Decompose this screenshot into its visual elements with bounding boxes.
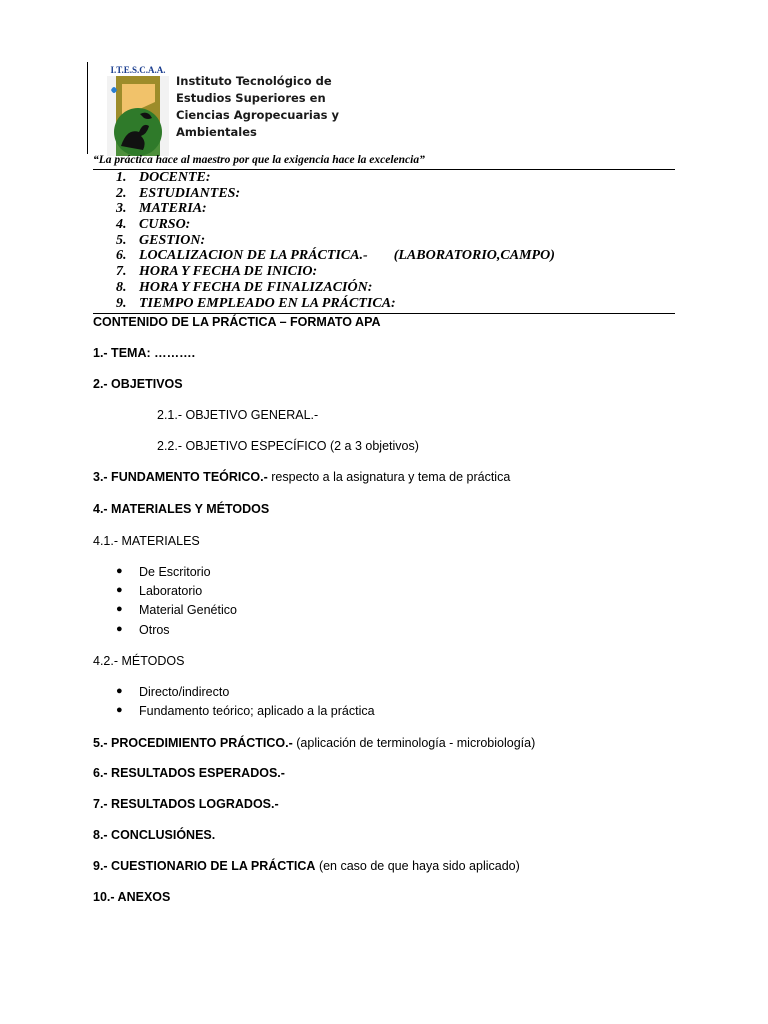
- svg-text:I.T.E.S.C.A.A.: I.T.E.S.C.A.A.: [110, 65, 166, 75]
- field-tiempo: 9. TIEMPO EMPLEADO EN LA PRÁCTICA:: [116, 295, 396, 311]
- subsection-materiales: 4.1.- MATERIALES: [93, 534, 200, 548]
- section-materiales-metodos: 4.- MATERIALES Y MÉTODOS: [93, 502, 270, 516]
- list-item-laboratorio: Laboratorio: [139, 584, 203, 598]
- fields-divider: [93, 313, 675, 314]
- subsection-objetivo-especifico: 2.2.- OBJETIVO ESPECÍFICO (2 a 3 objetivos): [157, 439, 419, 453]
- field-docente: 1. DOCENTE:: [116, 170, 211, 185]
- section-cuestionario: 9.- CUESTIONARIO DE LA PRÁCTICA (en caso de que haya sido aplicado): [93, 859, 520, 873]
- institution-line-2: Estudios Superiores en: [176, 91, 326, 105]
- list-item-directo: Directo/indirecto: [139, 685, 230, 699]
- field-hora-inicio: 7. HORA Y FECHA DE INICIO:: [116, 264, 318, 280]
- field-localizacion: 6. LOCALIZACION DE LA PRÁCTICA.- (LABORATORIO,CAMPO): [116, 248, 555, 264]
- section-conclusiones: 8.- CONCLUSIÓNES.: [93, 828, 216, 842]
- subsection-objetivo-general: 2.1.- OBJETIVO GENERAL.-: [157, 408, 319, 422]
- bullet-icon: ●: [116, 565, 123, 577]
- section-fundamento: 3.- FUNDAMENTO TEÓRICO.- respecto a la asignatura y tema de práctica: [93, 470, 511, 484]
- list-item-fundamento-aplicado: Fundamento teórico; aplicado a la práctica: [139, 704, 375, 718]
- list-item-otros: Otros: [139, 623, 170, 637]
- bullet-icon: ●: [116, 685, 123, 697]
- field-materia: 3. MATERIA:: [116, 201, 207, 217]
- institution-line-4: Ambientales: [176, 125, 257, 139]
- section-tema: 1.- TEMA: ……….: [93, 346, 196, 360]
- field-curso: 4. CURSO:: [116, 217, 191, 233]
- field-estudiantes: 2. ESTUDIANTES:: [116, 185, 241, 201]
- list-item-escritorio: De Escritorio: [139, 565, 211, 579]
- motto: “La práctica hace al maestro por que la exigencia hace la excelencia”: [93, 154, 425, 166]
- section-objetivos: 2.- OBJETIVOS: [93, 377, 183, 391]
- content-heading: CONTENIDO DE LA PRÁCTICA – FORMATO APA: [93, 315, 381, 329]
- bullet-icon: ●: [116, 603, 123, 615]
- field-hora-fin: 8. HORA Y FECHA DE FINALIZACIÓN:: [116, 279, 373, 295]
- header-fields-list: [116, 170, 555, 311]
- subsection-metodos: 4.2.- MÉTODOS: [93, 654, 185, 668]
- section-resultados-logrados: 7.- RESULTADOS LOGRADOS.-: [93, 797, 279, 811]
- header-vertical-rule: [87, 62, 88, 154]
- field-gestion: 5. GESTION:: [116, 232, 206, 248]
- institution-name: [176, 73, 376, 141]
- section-procedimiento: 5.- PROCEDIMIENTO PRÁCTICO.- (aplicación de terminología - microbiología): [93, 736, 536, 750]
- field-localizacion-options: (LABORATORIO,CAMPO): [393, 248, 555, 264]
- institution-line-1: Instituto Tecnológico de: [176, 74, 332, 88]
- section-anexos: 10.- ANEXOS: [93, 890, 171, 904]
- bullet-icon: ●: [116, 584, 123, 596]
- institution-line-3: Ciencias Agropecuarias y: [176, 108, 339, 122]
- list-item-material-genetico: Material Genético: [139, 603, 237, 617]
- bullet-icon: ●: [116, 704, 123, 716]
- itescaa-logo: [107, 62, 169, 156]
- bullet-icon: ●: [116, 623, 123, 635]
- section-resultados-esperados: 6.- RESULTADOS ESPERADOS.-: [93, 766, 285, 780]
